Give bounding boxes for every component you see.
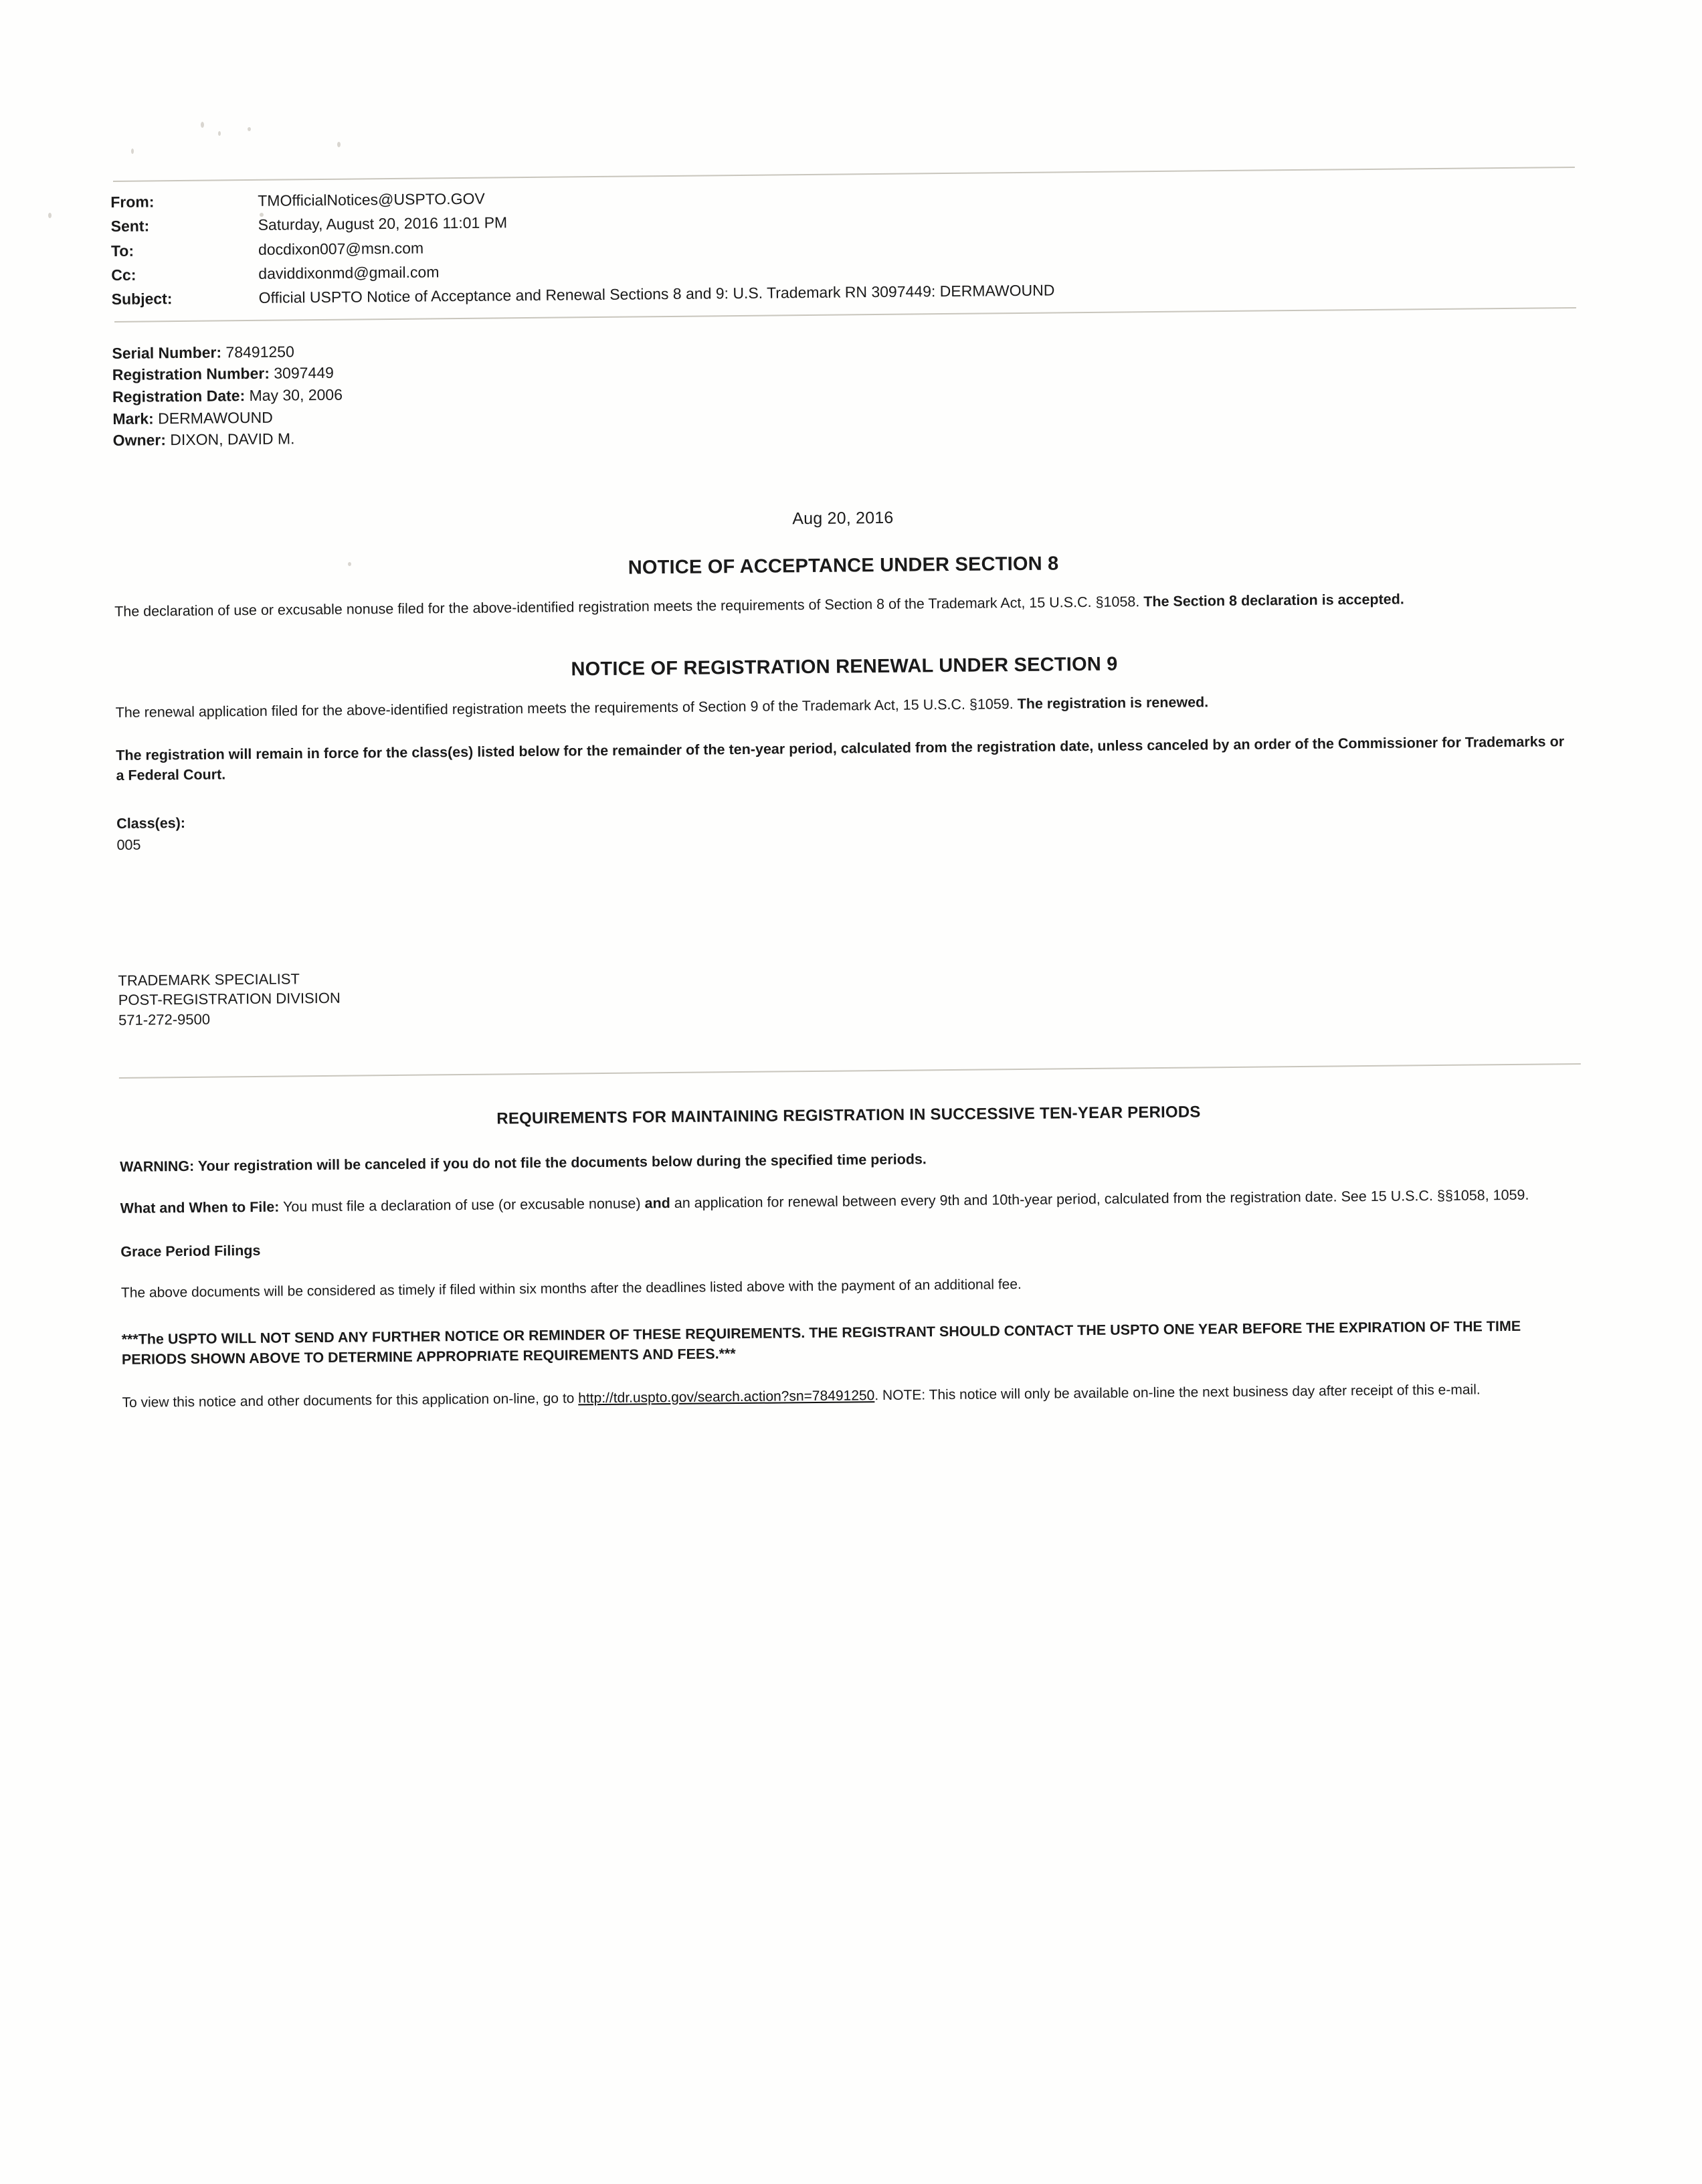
- notice-date: Aug 20, 2016: [792, 508, 894, 529]
- no-further-notice-warning: ***The USPTO WILL NOT SEND ANY FURTHER NOTICE OR REMINDER OF THESE REQUIREMENTS. THE REGISTRANT SHOULD CONTACT THE USPTO ONE YEAR BEFORE THE EXPIRATION OF THE TIME PERIODS SHOWN ABOVE TO DETERMINE APPROPRIATE REQUIREMENTS AND FEES.***: [121, 1318, 1521, 1368]
- fact-owner-label: Owner:: [112, 431, 167, 450]
- email-header-label-sent: Sent:: [110, 217, 150, 236]
- classes-label: Class(es):: [116, 815, 186, 832]
- scan-artifact: [248, 127, 251, 131]
- email-header-value-from: TMOfficialNotices@USPTO.GOV: [258, 189, 485, 209]
- section-8-title: NOTICE OF ACCEPTANCE UNDER SECTION 8: [628, 553, 1059, 579]
- scan-artifact: [218, 131, 221, 136]
- email-header-value-subject: Official USPTO Notice of Acceptance and Renewal Sections 8 and 9: U.S. Trademark RN 3097449: DERMAWOUND: [258, 281, 1055, 307]
- email-header-value-cc: daviddixonmd@gmail.com: [258, 263, 440, 282]
- header-top-rule: [113, 167, 1575, 182]
- signature-block: [118, 957, 1577, 1030]
- section-9-paragraph-bold: The registration is renewed.: [1017, 694, 1209, 713]
- scan-artifact: [48, 213, 52, 218]
- email-header: [110, 181, 1054, 311]
- fact-registration-number-label: Registration Number:: [112, 365, 270, 384]
- registration-facts: [112, 329, 1571, 452]
- section-9-title: NOTICE OF REGISTRATION RENEWAL UNDER SECTION 9: [571, 653, 1118, 680]
- fact-owner-value: DIXON, DAVID M.: [170, 430, 295, 449]
- email-header-label-to: To:: [110, 242, 134, 260]
- classes-block: [116, 800, 1575, 855]
- fact-registration-number-value: 3097449: [274, 364, 334, 383]
- section-separator-rule: [119, 1063, 1581, 1079]
- signature-line-1: TRADEMARK SPECIALIST: [118, 970, 300, 989]
- fact-mark-label: Mark:: [112, 410, 154, 428]
- email-header-value-to: docdixon007@msn.com: [258, 239, 424, 258]
- what-and-when-label: What and When to File:: [120, 1198, 280, 1216]
- grace-period-heading: Grace Period Filings: [120, 1242, 261, 1260]
- section-9-paragraph-text: The renewal application filed for the above-identified registration meets the requirements of Section 9 of the Trademark Act, 15 U.S.C. §1059.: [115, 696, 1014, 721]
- fact-mark-value: DERMAWOUND: [158, 408, 273, 428]
- section-8-paragraph: [114, 587, 1573, 622]
- online-viewing-text-2: . NOTE: This notice will only be available on-line the next business day after receipt of this e-mail.: [874, 1381, 1481, 1403]
- classes-value: 005: [116, 836, 141, 853]
- in-force-paragraph: The registration will remain in force for the class(es) listed below for the remainder of the ten-year period, calculated from the registration date, unless canceled by an order of the Commissioner for Trademarks or a Federal Court.: [116, 733, 1565, 784]
- fact-registration-date-label: Registration Date:: [112, 387, 246, 406]
- scan-artifact: [201, 122, 204, 128]
- fact-serial-number-label: Serial Number:: [112, 343, 222, 362]
- tdr-search-link[interactable]: http://tdr.uspto.gov/search.action?sn=78491250: [578, 1387, 875, 1406]
- scan-artifact: [131, 149, 134, 154]
- what-and-when-text-2: an application for renewal between every 9th and 10th-year period, calculated from the registration date. See 15 U.S.C. §§1058, 1059.: [674, 1186, 1529, 1211]
- grace-period-text: The above documents will be considered as timely if filed within six months after the deadlines listed above with the payment of an additional fee.: [120, 1276, 1022, 1301]
- what-and-when-and: and: [644, 1194, 670, 1212]
- signature-line-2: POST-REGISTRATION DIVISION: [118, 990, 341, 1009]
- fact-serial-number-value: 78491250: [225, 343, 294, 361]
- email-header-label-cc: Cc:: [111, 266, 136, 284]
- signature-line-3: 571-272-9500: [118, 1010, 211, 1029]
- section-9-paragraph: [115, 689, 1574, 723]
- email-header-value-sent: Saturday, August 20, 2016 11:01 PM: [258, 213, 508, 234]
- section-8-paragraph-text: The declaration of use or excusable nonuse filed for the above-identified registration meets the requirements of Section 8 of the Trademark Act, 15 U.S.C. §1058.: [114, 594, 1140, 620]
- requirements-warning: WARNING: Your registration will be canceled if you do not file the documents below during the specified time periods.: [120, 1151, 927, 1175]
- scan-artifact: [337, 142, 341, 147]
- email-header-label-from: From:: [110, 193, 155, 211]
- online-viewing-text-1: To view this notice and other documents for this application on-line, go to: [122, 1390, 575, 1410]
- requirements-title: REQUIREMENTS FOR MAINTAINING REGISTRATION IN SUCCESSIVE TEN-YEAR PERIODS: [496, 1103, 1201, 1128]
- what-and-when-text-1: You must file a declaration of use (or excusable nonuse): [282, 1195, 641, 1215]
- document-content: [110, 167, 1581, 1427]
- what-and-when-to-file: [120, 1184, 1579, 1218]
- fact-registration-date-value: May 30, 2006: [249, 385, 343, 405]
- email-header-label-subject: Subject:: [111, 290, 173, 308]
- section-8-paragraph-bold: The Section 8 declaration is accepted.: [1143, 591, 1404, 610]
- online-viewing-note: [122, 1379, 1580, 1413]
